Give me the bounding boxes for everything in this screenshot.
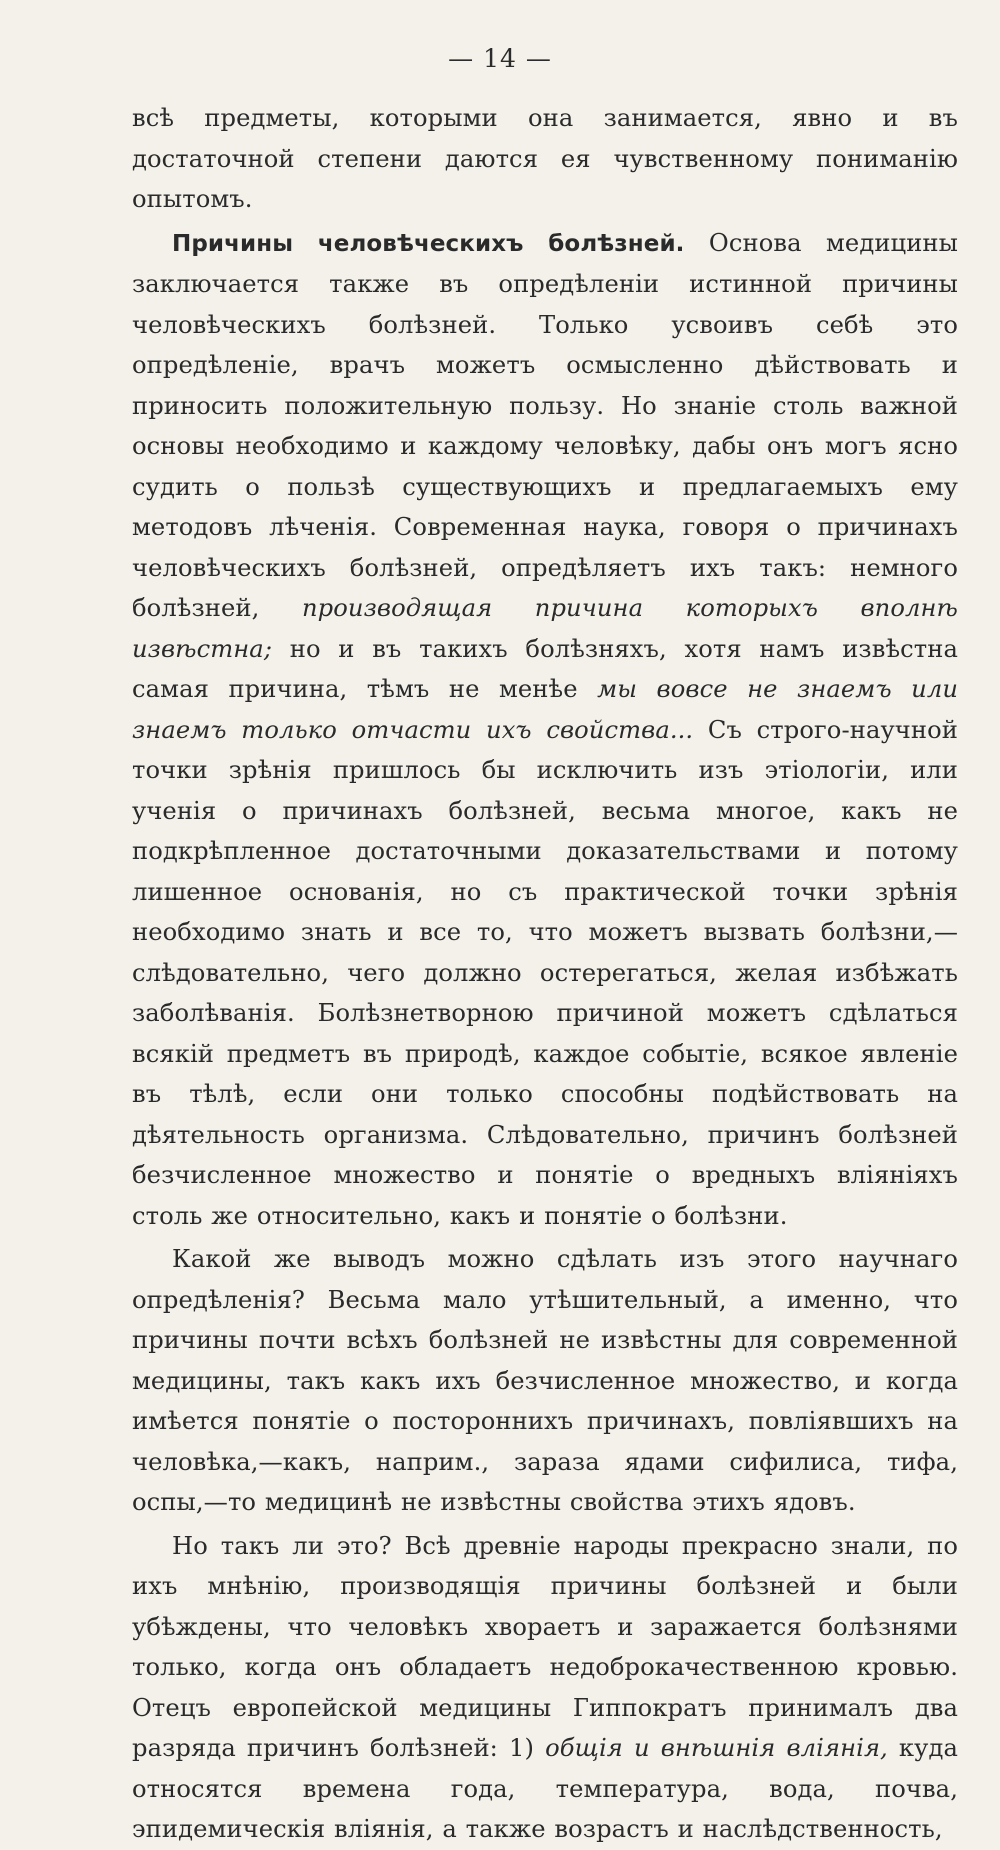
paragraph-4-text-a: Но такъ ли это? Всѣ древніе народы прекрасно знали, по ихъ мнѣнію, производящія причины болѣзней и были убѣждены, что человѣкъ хвораетъ и заражается болѣзнями только, когда онъ обладаетъ недоброкачественною кровью. Отецъ европейской медицины Гиппократъ принималъ два разряда причинъ болѣзней: 1) — [132, 1531, 958, 1762]
paragraph-2-italic-b: мы вовсе не знаемъ или знаемъ только отчасти ихъ свойства... — [132, 675, 959, 744]
paragraph-2-italic-a: производящая причина которыхъ вполнѣ извѣстна; — [132, 594, 959, 663]
paragraph-2-text-a: Основа медицины заключается также въ опредѣленіи истинной причины человѣческихъ болѣзней. Только усвоивъ себѣ это опредѣленіе, врачъ можетъ осмысленно дѣйствовать и приносить положительную пользу. Но знаніе столь важной основы необходимо и каждому человѣку, дабы онъ могъ ясно судить о пользѣ существующихъ и предлагаемыхъ ему методовъ лѣченія. Современная наука, говоря о причинахъ человѣческихъ болѣзней, опредѣляетъ ихъ такъ: немного болѣзней, — [132, 228, 958, 622]
paragraph-2 — [132, 223, 958, 1237]
paragraph-1-text: всѣ предметы, которыми она занимается, явно и въ достаточной степени даются ея чувственному пониманію опытомъ. — [132, 104, 958, 213]
section-heading: Причины человѣческихъ болѣзней. — [172, 230, 685, 257]
body-text — [132, 98, 958, 1850]
paragraph-2-text-c: Съ строго-научной точки зрѣнія пришлось бы исключить изъ этіологіи, или ученія о причинахъ болѣзней, весьма многое, какъ не подкрѣпленное достаточными доказательствами и потому лишенное основанія, но съ практической точки зрѣнія необходимо знать и все то, что можетъ вызвать болѣзни,—слѣдовательно, чего должно остерегаться, желая избѣжать заболѣванія. Болѣзнетворною причиной можетъ сдѣлаться всякій предметъ въ природѣ, каждое событіе, всякое явленіе въ тѣлѣ, если они только способны подѣйствовать на дѣятельность организма. Слѣдовательно, причинъ болѣзней безчисленное множество и понятіе о вредныхъ вліяніяхъ столь же относительно, какъ и понятіе о болѣзни. — [132, 715, 959, 1230]
paragraph-2-text-b: но и въ такихъ болѣзняхъ, хотя намъ извѣстна самая причина, тѣмъ не менѣе — [132, 634, 958, 703]
paragraph-3 — [132, 1239, 958, 1523]
paragraph-1 — [132, 98, 958, 220]
paragraph-4-text-b: куда относятся времена года, температура, вода, почва, эпидемическія вліянія, а также возрастъ и наслѣдственность, — [132, 1734, 958, 1843]
paragraph-4-italic: общія и внѣшнія вліянія, — [545, 1734, 888, 1762]
page-number: — 14 — — [448, 44, 552, 73]
paragraph-4 — [132, 1526, 958, 1850]
paragraph-3-text: Какой же выводъ можно сдѣлать изъ этого научнаго опредѣленія? Весьма мало утѣшительный, а именно, что причины почти всѣхъ болѣзней не извѣстны для современной медицины, такъ какъ ихъ безчисленное множество, и когда имѣется понятіе о постороннихъ причинахъ, повліявшихъ на человѣка,—какъ, наприм., зараза ядами сифилиса, тифа, оспы,—то медицинѣ не извѣстны свойства этихъ ядовъ. — [132, 1245, 958, 1516]
